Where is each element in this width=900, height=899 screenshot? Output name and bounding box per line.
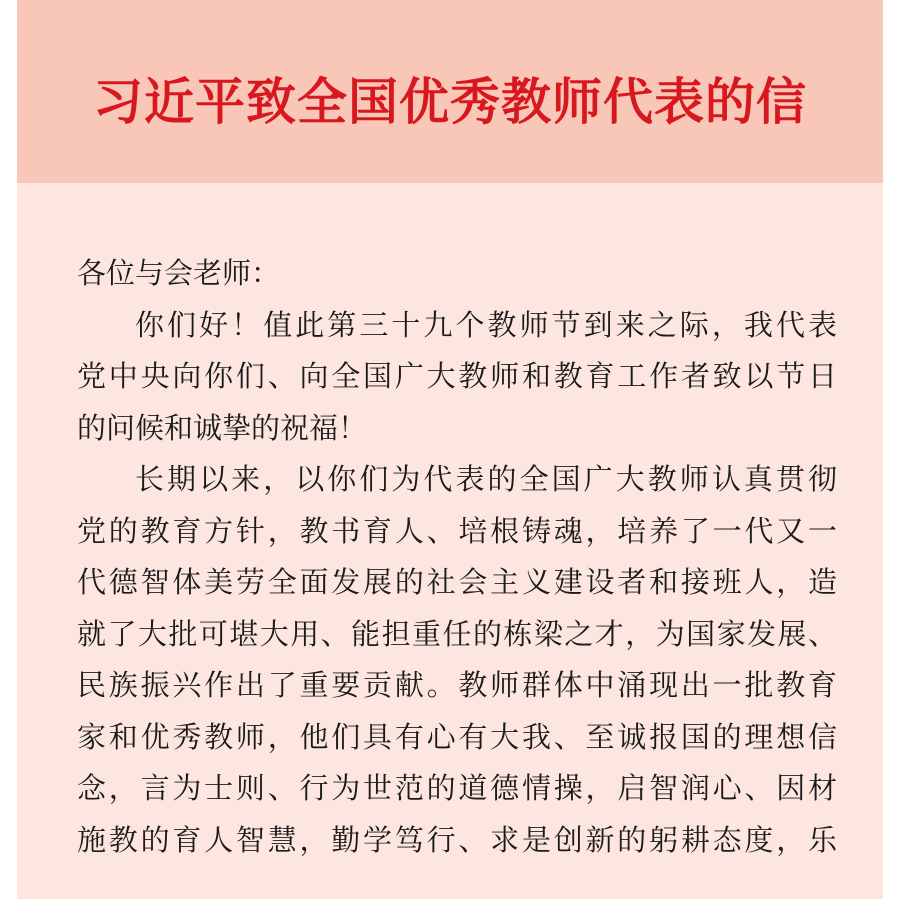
paragraph-line: 代德智体美劳全面发展的社会主义建设者和接班人，造 xyxy=(77,565,837,599)
letter-body xyxy=(77,248,837,866)
letter-card xyxy=(17,0,883,899)
paragraph-line: 就了大批可堪大用、能担重任的栋梁之才，为国家发展、 xyxy=(77,616,837,651)
paragraph-line: 家和优秀教师，他们具有心有大我、至诚报国的理想信 xyxy=(77,719,837,754)
paragraph-line: 念，言为士则、行为世范的道德情操，启智润心、因材 xyxy=(77,771,837,805)
paragraph-line: 党中央向你们、向全国广大教师和教育工作者致以节日 xyxy=(77,359,837,393)
paragraph-line: 党的教育方针，教书育人、培根铸魂，培养了一代又一 xyxy=(77,513,837,548)
paragraph-line: 施教的育人智慧，勤学笃行、求是创新的躬耕态度，乐 xyxy=(77,822,837,857)
page-title: 习近平致全国优秀教师代表的信 xyxy=(93,71,807,131)
letter-salutation: 各位与会老师： xyxy=(77,256,281,290)
paragraph-line: 的问候和诚挚的祝福！ xyxy=(77,410,368,445)
title-banner xyxy=(17,0,883,183)
paragraph-line: 长期以来，以你们为代表的全国广大教师认真贯彻 xyxy=(135,462,837,496)
paragraph-line: 你们好！值此第三十九个教师节到来之际，我代表 xyxy=(135,307,837,342)
paragraph-line: 民族振兴作出了重要贡献。教师群体中涌现出一批教育 xyxy=(77,668,837,702)
